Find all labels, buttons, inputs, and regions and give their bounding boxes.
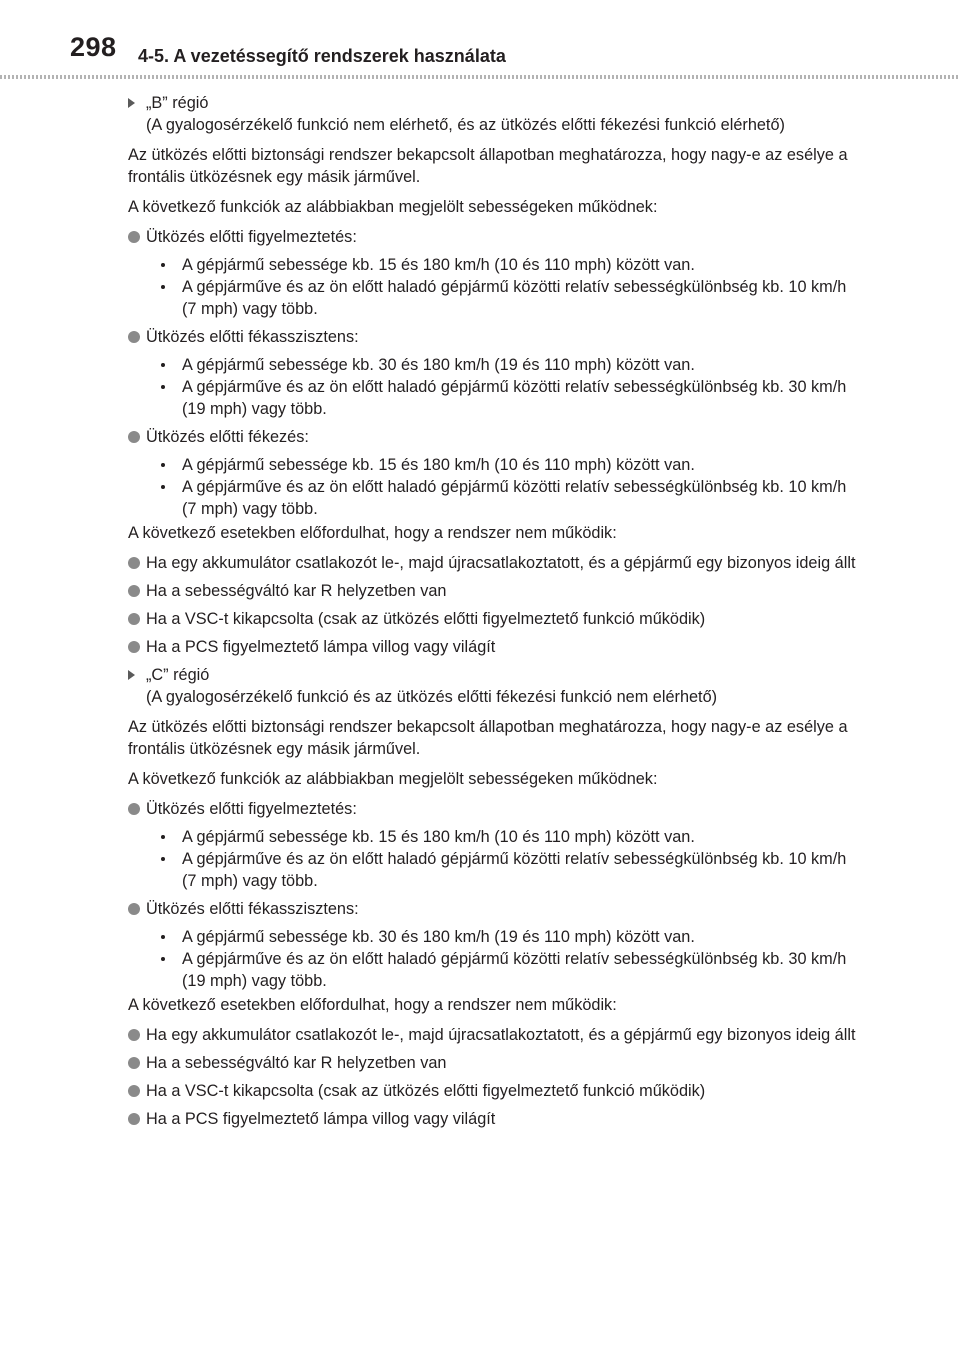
small-dot-icon	[161, 463, 165, 467]
condition-item	[146, 276, 858, 320]
case-item	[128, 1024, 858, 1046]
bullet-dot-icon	[128, 1029, 140, 1041]
condition-item	[146, 848, 858, 892]
case-text: Ha a VSC-t kikapcsolta (csak az ütközés előtti figyelmeztető funkció működik)	[146, 610, 706, 628]
bullet-dot-icon	[128, 641, 140, 653]
not-working-intro: A következő esetekben előfordulhat, hogy a rendszer nem működik:	[128, 996, 617, 1014]
page-header	[0, 0, 960, 70]
condition-text: A gépjárműve és az ön előtt haladó gépjármű közötti relatív sebességkülönbség kb. 10 km/h (7 mph) vagy több.	[182, 278, 847, 318]
case-item	[128, 636, 858, 658]
function-label: Ütközés előtti figyelmeztetés:	[146, 800, 357, 818]
condition-text: A gépjárműve és az ön előtt haladó gépjármű közötti relatív sebességkülönbség kb. 30 km/h (19 mph) vagy több.	[182, 950, 847, 990]
function-label: Ütközés előtti fékasszisztens:	[146, 328, 359, 346]
case-item	[128, 1108, 858, 1130]
bullet-dot-icon	[128, 1057, 140, 1069]
function-label: Ütközés előtti fékezés:	[146, 428, 309, 446]
condition-item	[146, 354, 858, 376]
condition-text: A gépjárműve és az ön előtt haladó gépjármű közötti relatív sebességkülönbség kb. 10 km/h (7 mph) vagy több.	[182, 478, 847, 518]
functions-intro: A következő funkciók az alábbiakban megjelölt sebességeken működnek:	[128, 770, 658, 788]
chapter-title: 4-5. A vezetéssegítő rendszerek használata	[138, 46, 506, 66]
condition-text: A gépjármű sebessége kb. 15 és 180 km/h (10 és 110 mph) között van.	[182, 256, 695, 274]
small-dot-icon	[161, 363, 165, 367]
region-subtitle: (A gyalogosérzékelő funkció nem elérhető, és az ütközés előtti fékezési funkció elérhető)	[146, 116, 785, 134]
case-text: Ha a VSC-t kikapcsolta (csak az ütközés előtti figyelmeztető funkció működik)	[146, 1082, 706, 1100]
triangle-marker-icon	[128, 98, 135, 108]
case-text: Ha egy akkumulátor csatlakozót le-, majd újracsatlakoztatott, és a gépjármű egy bizonyos ideig állt	[146, 554, 856, 572]
case-item	[128, 608, 858, 630]
functions-intro: A következő funkciók az alábbiakban megjelölt sebességeken működnek:	[128, 198, 658, 216]
page-content	[128, 92, 858, 1136]
case-item	[128, 552, 858, 574]
bullet-dot-icon	[128, 1113, 140, 1125]
condition-item	[146, 926, 858, 948]
case-item	[128, 580, 858, 602]
not-working-intro: A következő esetekben előfordulhat, hogy a rendszer nem működik:	[128, 524, 617, 542]
condition-text: A gépjármű sebessége kb. 30 és 180 km/h (19 és 110 mph) között van.	[182, 928, 695, 946]
case-text: Ha a sebességváltó kar R helyzetben van	[146, 1054, 447, 1072]
condition-list	[146, 254, 858, 320]
case-text: Ha a sebességváltó kar R helyzetben van	[146, 582, 447, 600]
small-dot-icon	[161, 285, 165, 289]
condition-list	[146, 926, 858, 992]
region-subtitle: (A gyalogosérzékelő funkció és az ütközés előtti fékezési funkció nem elérhető)	[146, 688, 718, 706]
page-number: 298	[70, 32, 117, 62]
bullet-dot-icon	[128, 557, 140, 569]
condition-list	[146, 354, 858, 420]
small-dot-icon	[161, 385, 165, 389]
triangle-marker-icon	[128, 670, 135, 680]
region-c-heading	[128, 664, 858, 708]
condition-item	[146, 254, 858, 276]
bullet-dot-icon	[128, 431, 140, 443]
header-divider	[0, 75, 960, 79]
condition-text: A gépjármű sebessége kb. 15 és 180 km/h (10 és 110 mph) között van.	[182, 456, 695, 474]
region-intro: Az ütközés előtti biztonsági rendszer bekapcsolt állapotban meghatározza, hogy nagy-e az esélye a frontális ütközésnek egy másik járművel.	[128, 718, 848, 758]
region-b-heading	[128, 92, 858, 136]
condition-list	[146, 826, 858, 892]
bullet-dot-icon	[128, 585, 140, 597]
function-item	[128, 798, 858, 892]
function-item	[128, 226, 858, 320]
case-item	[128, 1052, 858, 1074]
bullet-dot-icon	[128, 1085, 140, 1097]
small-dot-icon	[161, 835, 165, 839]
function-item	[128, 426, 858, 520]
bullet-dot-icon	[128, 613, 140, 625]
small-dot-icon	[161, 957, 165, 961]
bullet-dot-icon	[128, 231, 140, 243]
small-dot-icon	[161, 857, 165, 861]
bullet-dot-icon	[128, 903, 140, 915]
function-item	[128, 326, 858, 420]
case-text: Ha a PCS figyelmeztető lámpa villog vagy világít	[146, 1110, 496, 1128]
case-item	[128, 1080, 858, 1102]
function-item	[128, 898, 858, 992]
bullet-dot-icon	[128, 803, 140, 815]
condition-list	[146, 454, 858, 520]
small-dot-icon	[161, 935, 165, 939]
bullet-dot-icon	[128, 331, 140, 343]
function-label: Ütközés előtti figyelmeztetés:	[146, 228, 357, 246]
condition-text: A gépjármű sebessége kb. 30 és 180 km/h (19 és 110 mph) között van.	[182, 356, 695, 374]
small-dot-icon	[161, 485, 165, 489]
condition-text: A gépjármű sebessége kb. 15 és 180 km/h (10 és 110 mph) között van.	[182, 828, 695, 846]
region-title: „C” régió	[146, 666, 210, 684]
condition-item	[146, 476, 858, 520]
small-dot-icon	[161, 263, 165, 267]
condition-text: A gépjárműve és az ön előtt haladó gépjármű közötti relatív sebességkülönbség kb. 10 km/h (7 mph) vagy több.	[182, 850, 847, 890]
condition-item	[146, 376, 858, 420]
region-title: „B” régió	[146, 94, 209, 112]
condition-text: A gépjárműve és az ön előtt haladó gépjármű közötti relatív sebességkülönbség kb. 30 km/h (19 mph) vagy több.	[182, 378, 847, 418]
case-text: Ha a PCS figyelmeztető lámpa villog vagy világít	[146, 638, 496, 656]
region-intro: Az ütközés előtti biztonsági rendszer bekapcsolt állapotban meghatározza, hogy nagy-e az esélye a frontális ütközésnek egy másik járművel.	[128, 146, 848, 186]
function-label: Ütközés előtti fékasszisztens:	[146, 900, 359, 918]
condition-item	[146, 826, 858, 848]
condition-item	[146, 948, 858, 992]
case-text: Ha egy akkumulátor csatlakozót le-, majd újracsatlakoztatott, és a gépjármű egy bizonyos ideig állt	[146, 1026, 856, 1044]
condition-item	[146, 454, 858, 476]
